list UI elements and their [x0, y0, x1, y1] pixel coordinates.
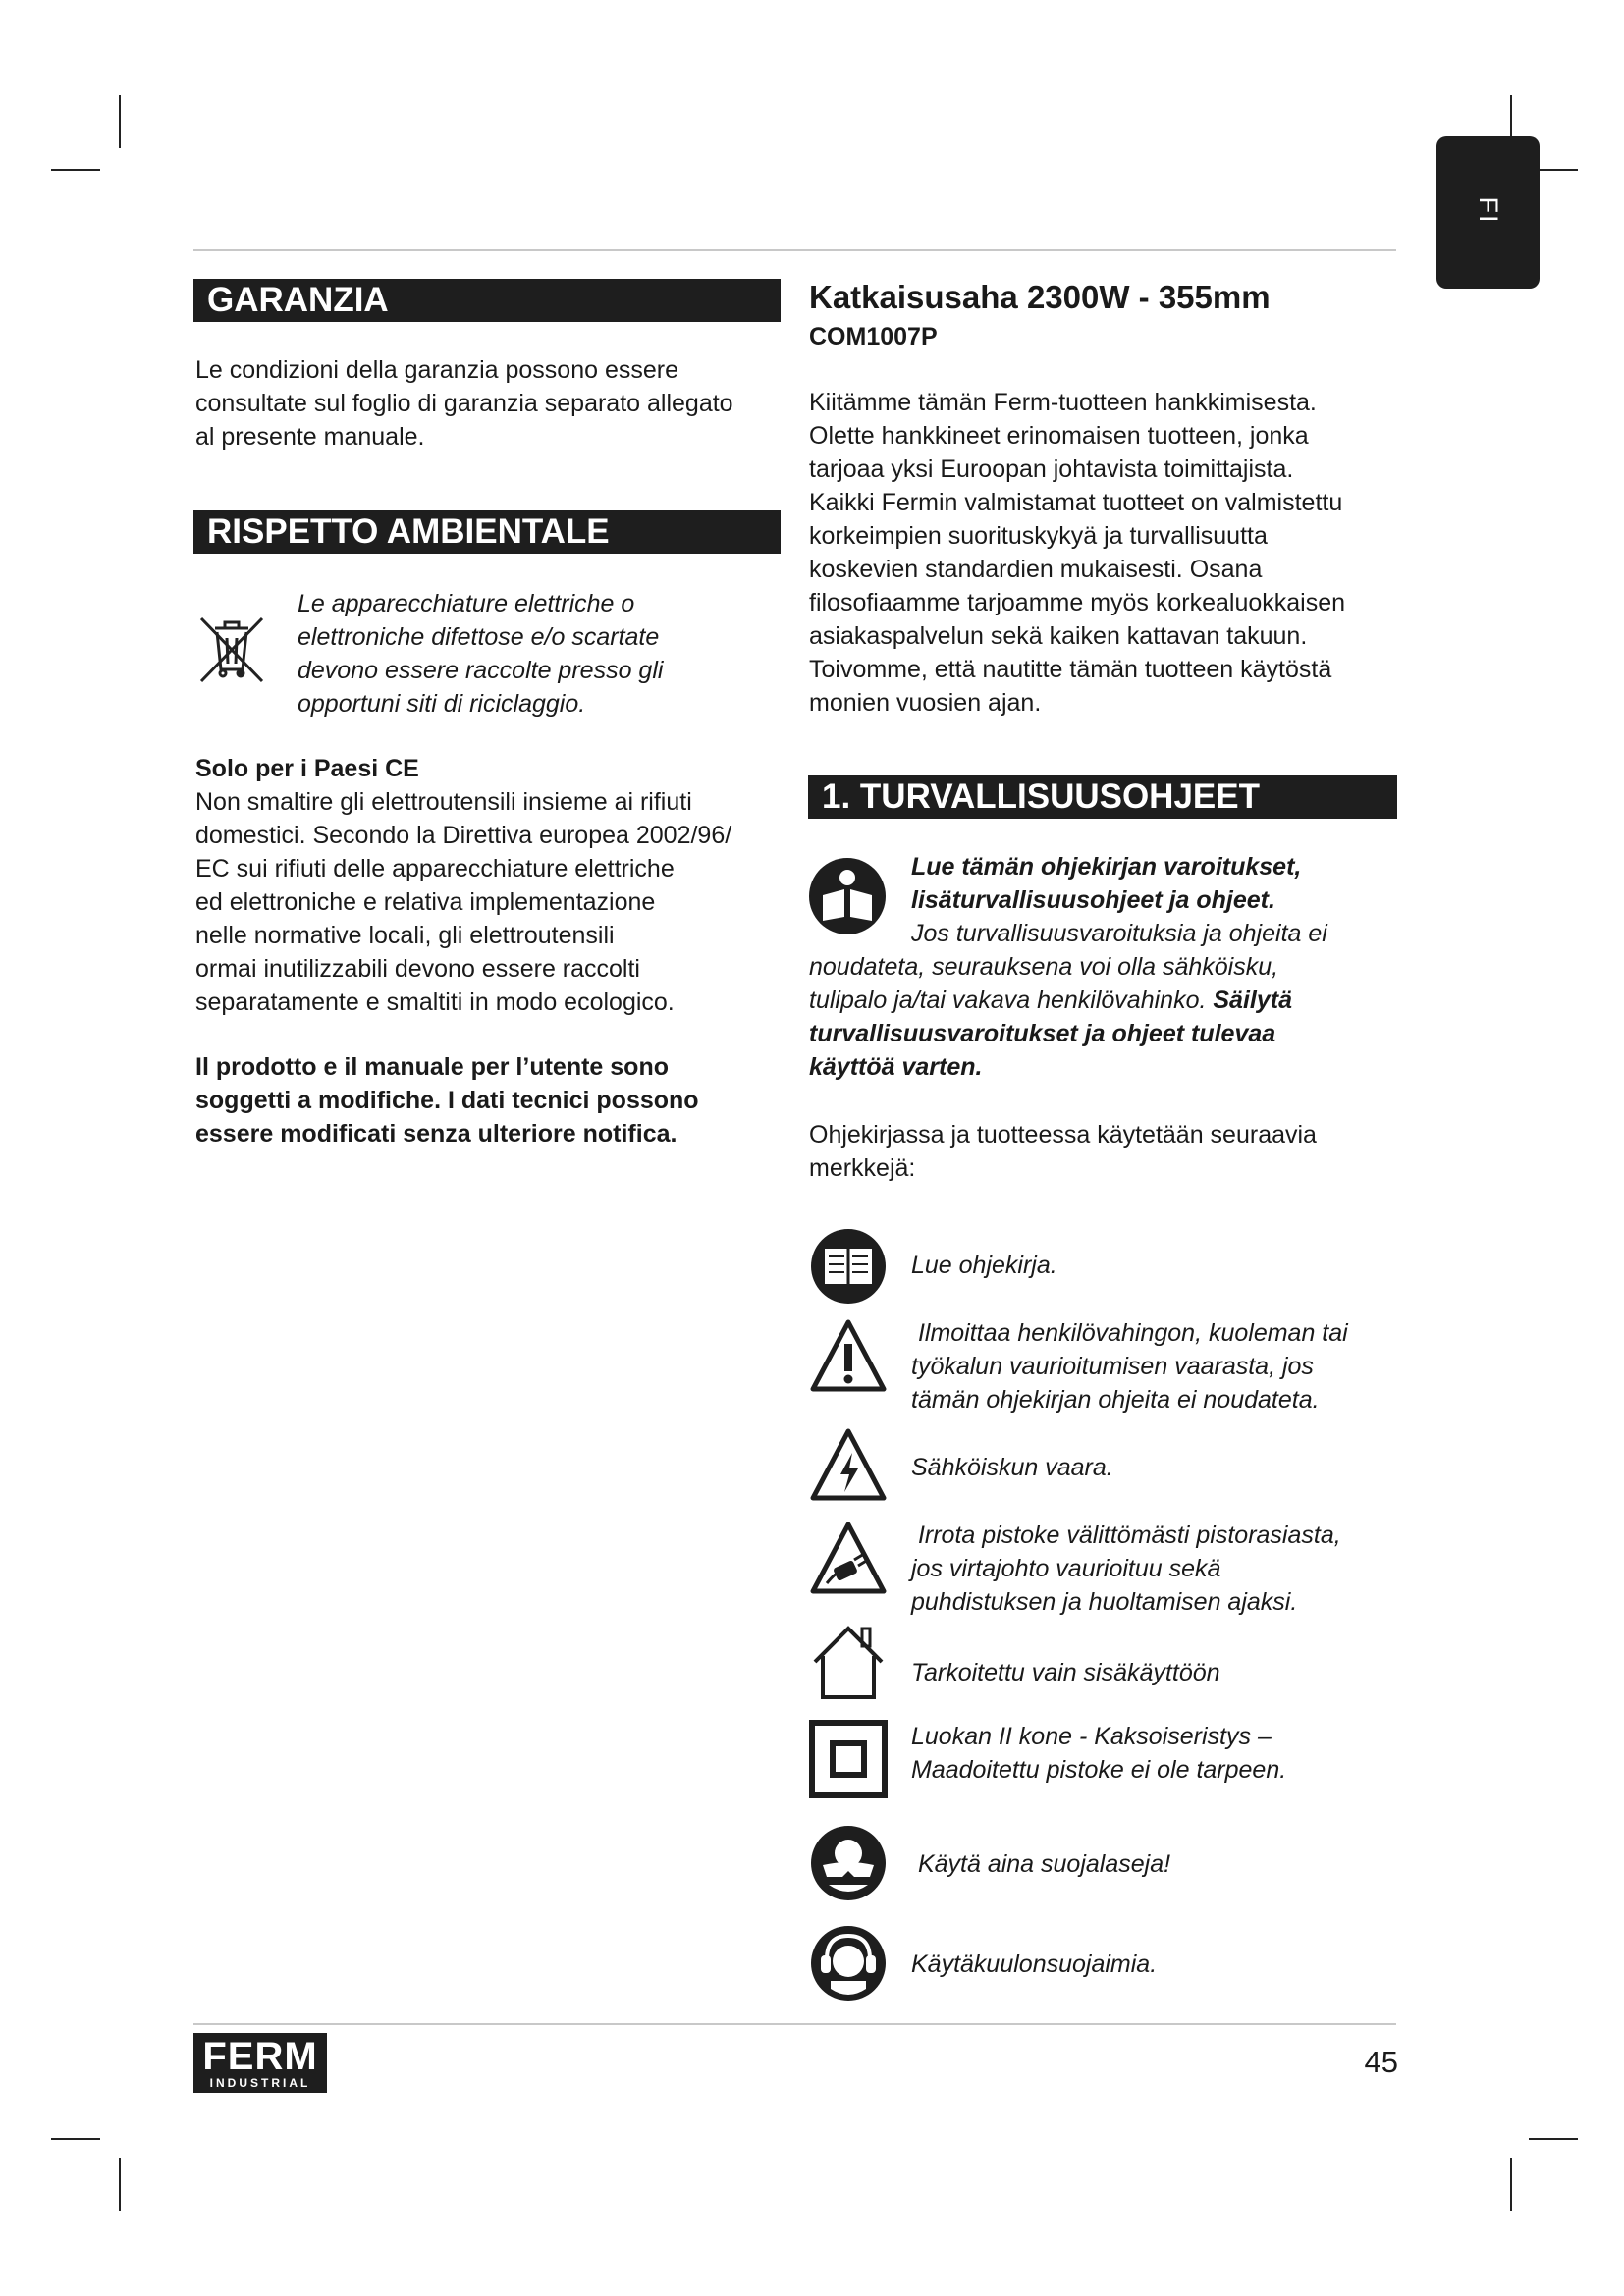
text-line: domestici. Secondo la Direttiva europea 2002/96/ [195, 822, 732, 849]
symbols-intro [809, 1118, 1408, 1185]
text-line: Käytäkuulonsuojaimia. [911, 1950, 1158, 1978]
text-line: elettroniche difettose e/o scartate [298, 623, 660, 651]
text-line: ormai inutilizzabili devono essere raccolti [195, 955, 640, 983]
footer-rule [193, 2023, 1396, 2025]
text-line: Maadoitettu pistoke ei ole tarpeen. [911, 1756, 1287, 1784]
text-line: opportuni siti di riciclaggio. [298, 690, 586, 718]
indoor-use-icon [809, 1623, 888, 1701]
model-number: COM1007P [809, 323, 938, 350]
text-line: Toivomme, että nautitte tämän tuotteen käytöstä [809, 656, 1332, 683]
text-line: noudateta, seurauksena voi olla sähköisku, [809, 953, 1279, 981]
text-line: jos virtajohto vaurioituu sekä [911, 1555, 1221, 1582]
text-line: separatamente e smaltiti in modo ecologico. [195, 988, 675, 1016]
text-line: essere modificati senza ulteriore notifica. [195, 1120, 677, 1148]
crossed-bin-icon [197, 614, 266, 685]
text-span: Säilytä [1213, 987, 1292, 1014]
text-line: Kaikki Fermin valmistamat tuotteet on valmistettu [809, 489, 1343, 516]
text-line: käyttöä varten. [809, 1053, 983, 1081]
intro-text [809, 386, 1408, 720]
text-line: Käytä aina suojalaseja! [911, 1850, 1171, 1878]
symbol-text [911, 1451, 1402, 1484]
text-line: asiakaspalvelun sekä kaiken kattavan takuun. [809, 622, 1308, 650]
manual-icon [809, 1227, 888, 1306]
text-line: Olette hankkineet erinomaisen tuotteen, jonka [809, 422, 1309, 450]
text-line: EC sui rifiuti delle apparecchiature elettriche [195, 855, 675, 882]
text-line: consultate sul foglio di garanzia separato allegato [195, 390, 733, 417]
garanzia-text [195, 353, 785, 454]
text-line: koskevien standardien mukaisesti. Osana [809, 556, 1263, 583]
crop-mark [51, 169, 100, 171]
safety-glasses-icon [809, 1824, 888, 1902]
text-line: Irrota pistoke välittömästi pistorasiasta, [911, 1522, 1341, 1549]
text-line: soggetti a modifiche. I dati tecnici possono [195, 1087, 699, 1114]
header-rule [193, 249, 1396, 251]
symbol-text [911, 1720, 1402, 1787]
text-line: Kiitämme tämän Ferm-tuotteen hankkimisesta. [809, 389, 1317, 416]
warning-icon [809, 1316, 888, 1395]
text-line: turvallisuusvaroitukset ja ohjeet tulevaa [809, 1020, 1276, 1047]
crop-mark [119, 95, 121, 148]
notice-text [195, 1050, 794, 1150]
text-line: Ilmoittaa henkilövahingon, kuoleman tai [911, 1319, 1348, 1347]
ce-title: Solo per i Paesi CE [195, 755, 419, 782]
text-line: Sähköiskun vaara. [911, 1454, 1113, 1481]
logo-wordmark: FERM [202, 2035, 318, 2078]
text-line: nelle normative locali, gli elettroutensili [195, 922, 615, 949]
text-line: ed elettroniche e relativa implementazione [195, 888, 656, 916]
text-line: monien vuosien ajan. [809, 689, 1042, 717]
symbol-text [911, 1847, 1402, 1881]
page-number: 45 [1364, 2045, 1398, 2079]
text-span: tulipalo ja/tai vakava henkilövahinko. [809, 987, 1207, 1014]
text-line: Jos turvallisuusvaroituksia ja ohjeita ei [911, 920, 1327, 947]
text-line [809, 984, 1408, 1017]
product-title: Katkaisusaha 2300W - 355mm [809, 279, 1271, 315]
logo-subtitle: INDUSTRIAL [209, 2076, 311, 2090]
warning-block [809, 850, 1408, 1084]
ear-protection-icon [809, 1924, 888, 2002]
text-line: merkkejä: [809, 1154, 916, 1182]
text-line: Lue ohjekirja. [911, 1252, 1057, 1279]
ambiente-text [298, 587, 788, 721]
text-line: al presente manuale. [195, 423, 425, 451]
section-heading-garanzia: GARANZIA [193, 279, 781, 322]
electric-shock-icon [809, 1425, 888, 1504]
crop-mark [1510, 2158, 1512, 2211]
section-heading-ambiente: RISPETTO AMBIENTALE [193, 510, 781, 554]
symbol-text [911, 1948, 1402, 1981]
unplug-icon [809, 1519, 888, 1597]
symbol-text [911, 1656, 1402, 1689]
text-line: Le apparecchiature elettriche o [298, 590, 635, 617]
text-line: devono essere raccolte presso gli [298, 657, 664, 684]
crop-mark [51, 2138, 100, 2140]
class-ii-icon [809, 1720, 888, 1798]
symbol-text [911, 1316, 1402, 1416]
ferm-logo [193, 2033, 327, 2093]
text-line: Lue tämän ohjekirjan varoitukset, [911, 853, 1302, 881]
crop-mark [119, 2158, 121, 2211]
ce-text [195, 752, 794, 1019]
text-line: Luokan II kone - Kaksoiseristys – [911, 1723, 1272, 1750]
symbol-text [911, 1249, 1402, 1282]
text-line: tämän ohjekirjan ohjeita ei noudateta. [911, 1386, 1320, 1414]
text-line: tarjoaa yksi Euroopan johtavista toimittajista. [809, 455, 1294, 483]
symbol-text [911, 1519, 1402, 1619]
crop-mark [1529, 2138, 1578, 2140]
text-line: Il prodotto e il manuale per l’utente sono [195, 1053, 669, 1081]
text-line: filosofiaamme tarjoamme myös korkealuokkaisen [809, 589, 1346, 616]
section-heading-safety: 1. TURVALLISUUSOHJEET [808, 775, 1397, 819]
language-tab [1436, 136, 1540, 289]
text-line: lisäturvallisuusohjeet ja ohjeet. [911, 886, 1275, 914]
text-line: työkalun vaurioitumisen vaarasta, jos [911, 1353, 1314, 1380]
text-line: Non smaltire gli elettroutensili insieme ai rifiuti [195, 788, 692, 816]
text-line: puhdistuksen ja huoltamisen ajaksi. [911, 1588, 1298, 1616]
text-line: Tarkoitettu vain sisäkäyttöön [911, 1659, 1220, 1686]
language-code: FI [1474, 196, 1503, 225]
text-line: korkeimpien suorituskykyä ja turvallisuutta [809, 522, 1268, 550]
text-line: Ohjekirjassa ja tuotteessa käytetään seuraavia [809, 1121, 1317, 1148]
text-line: Le condizioni della garanzia possono essere [195, 356, 678, 384]
